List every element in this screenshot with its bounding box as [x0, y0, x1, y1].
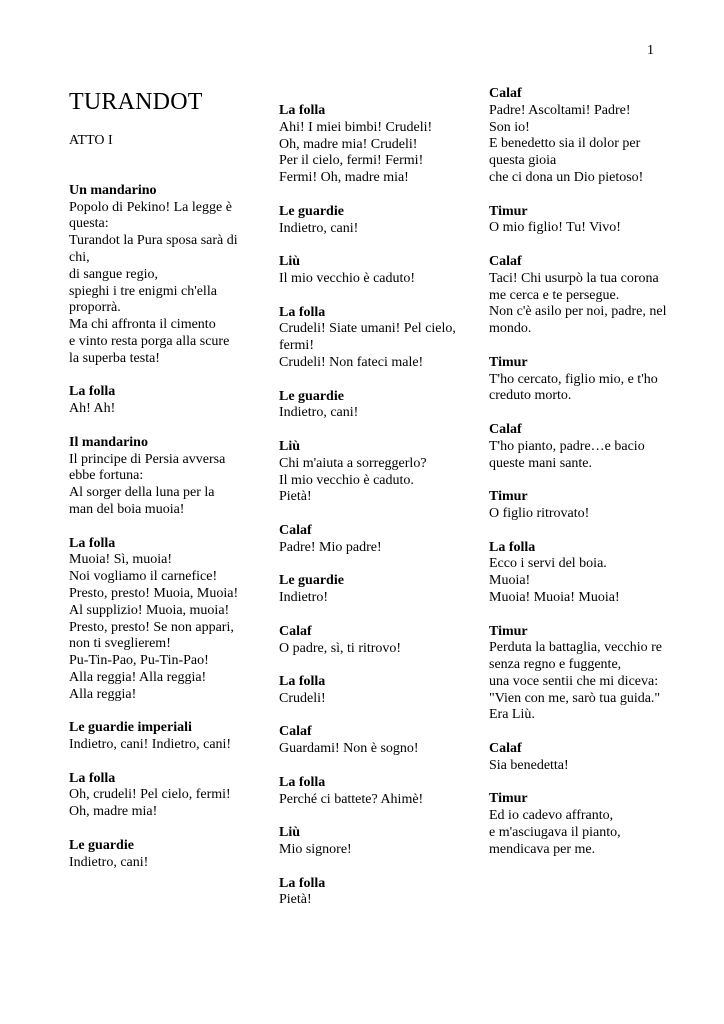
dialogue-line: una voce sentii che mi diceva: [489, 673, 659, 689]
dialogue-line: "Vien con me, sarò tua guida." [489, 690, 661, 706]
speaker-name: Liù [279, 825, 301, 841]
dialogue-line: Muoia! Muoia! Muoia! [489, 589, 620, 605]
column-2-blocks [279, 103, 457, 909]
dialogue-line: Crudeli! Siate umani! Pel cielo, fermi! [279, 321, 456, 354]
dialogue-block [279, 523, 457, 557]
dialogue-block [69, 183, 241, 368]
dialogue-block [69, 838, 241, 872]
speaker-name: La folla [489, 539, 536, 555]
dialogue-line: Turandot la Pura sposa sarà di chi, [69, 233, 238, 265]
speaker-name: La folla [279, 304, 326, 320]
dialogue-line: Fermi! Oh, madre mia! [279, 170, 409, 186]
speaker-name: Calaf [489, 253, 522, 269]
dialogue-block [279, 305, 457, 372]
speaker-name: Liù [279, 254, 301, 270]
dialogue-line: Padre! Mio padre! [279, 539, 382, 555]
dialogue-line: Crudeli! [279, 690, 326, 706]
dialogue-block [489, 355, 667, 405]
dialogue-line: Oh, crudeli! Pel cielo, fermi! [69, 787, 231, 803]
dialogue-line: Sia benedetta! [489, 757, 569, 773]
column-3 [489, 86, 667, 875]
speaker-name: Calaf [279, 724, 312, 740]
dialogue-line: Il mio vecchio è caduto! [279, 270, 416, 286]
dialogue-block [489, 204, 667, 238]
speaker-name: Le guardie [279, 203, 344, 219]
dialogue-line: O mio figlio! Tu! Vivo! [489, 220, 621, 236]
dialogue-line: Taci! Chi usurpò la tua corona [489, 270, 659, 286]
dialogue-block [489, 489, 667, 523]
dialogue-line: E benedetto sia il dolor per questa gioia [489, 136, 641, 169]
dialogue-line: Indietro, cani! [69, 854, 149, 870]
dialogue-line: di sangue regio, [69, 266, 159, 282]
speaker-name: Calaf [489, 421, 522, 437]
speaker-name: Il mandarino [69, 434, 148, 450]
speaker-name: Calaf [489, 741, 522, 757]
dialogue-line: Alla reggia! [69, 686, 137, 702]
column-1 [69, 89, 241, 888]
dialogue-block [279, 724, 457, 758]
dialogue-line: Noi vogliamo il carnefice! [69, 569, 218, 585]
dialogue-line: Indietro! [279, 590, 328, 606]
dialogue-line: Chi m'aiuta a sorreggerlo? [279, 455, 427, 471]
dialogue-line: Indietro, cani! [279, 405, 359, 421]
dialogue-line: Padre! Ascoltami! Padre! [489, 102, 631, 118]
speaker-name: Le guardie [69, 837, 134, 853]
dialogue-block [279, 624, 457, 658]
speaker-name: Le guardie imperiali [69, 720, 192, 736]
dialogue-block [489, 422, 667, 472]
speaker-name: La folla [69, 535, 116, 551]
dialogue-line: mendicava per me. [489, 841, 596, 857]
speaker-name: Un mandarino [69, 182, 157, 198]
dialogue-block [279, 254, 457, 288]
dialogue-line: me cerca e te persegue. [489, 287, 620, 303]
dialogue-block [279, 825, 457, 859]
dialogue-line: Al supplizio! Muoia, muoia! [69, 602, 230, 618]
dialogue-block [69, 536, 241, 704]
dialogue-line: T'ho pianto, padre…e bacio queste mani sante. [489, 438, 645, 471]
dialogue-block [279, 389, 457, 423]
dialogue-line: Oh, madre mia! Crudeli! [279, 136, 418, 152]
speaker-name: Calaf [489, 86, 522, 101]
dialogue-line: Al sorger della luna per la man del boia muoia! [69, 485, 215, 517]
dialogue-line: Alla reggia! Alla reggia! [69, 669, 207, 685]
dialogue-line: Ahi! I miei bimbi! Crudeli! [279, 119, 433, 135]
speaker-name: Timur [489, 791, 528, 807]
dialogue-line: non ti sveglierem! [69, 636, 171, 652]
dialogue-block [279, 439, 457, 506]
speaker-name: Timur [489, 623, 528, 639]
dialogue-line: Presto, presto! Se non appari, [69, 619, 234, 635]
dialogue-line: Il mio vecchio è caduto. [279, 472, 414, 488]
dialogue-line: e m'asciugava il pianto, [489, 825, 621, 841]
column-2 [279, 103, 457, 926]
speaker-name: Le guardie [279, 388, 344, 404]
dialogue-line: Indietro, cani! [279, 220, 359, 236]
dialogue-block [489, 791, 667, 858]
speaker-name: La folla [279, 674, 326, 690]
speaker-name: Timur [489, 354, 528, 370]
dialogue-line: Indietro, cani! Indietro, cani! [69, 737, 232, 753]
speaker-name: Timur [489, 489, 528, 505]
dialogue-block [489, 540, 667, 607]
page-number: 1 [647, 43, 654, 58]
dialogue-line: Crudeli! Non fateci male! [279, 354, 424, 370]
dialogue-line: Il principe di Persia avversa ebbe fortuna: [69, 451, 226, 484]
speaker-name: Calaf [279, 623, 312, 639]
dialogue-line: spieghi i tre enigmi ch'ella proporrà. [69, 283, 217, 316]
dialogue-line: che ci dona un Dio pietoso! [489, 169, 644, 185]
dialogue-line: Son io! [489, 119, 530, 135]
speaker-name: Liù [279, 438, 301, 454]
dialogue-line: Pietà! [279, 489, 312, 505]
dialogue-block [489, 86, 667, 187]
dialogue-block [279, 573, 457, 607]
dialogue-line: Ecco i servi del boia. [489, 556, 607, 572]
speaker-name: La folla [69, 384, 116, 400]
dialogue-line: T'ho cercato, figlio mio, e t'ho creduto morto. [489, 371, 658, 404]
dialogue-block [489, 254, 667, 338]
dialogue-line: senza regno e fuggente, [489, 657, 622, 673]
dialogue-block [69, 384, 241, 418]
dialogue-line: Guardami! Non è sogno! [279, 741, 419, 757]
dialogue-block [279, 204, 457, 238]
dialogue-line: O padre, sì, ti ritrovo! [279, 640, 402, 656]
dialogue-line: Non c'è asilo per noi, padre, nel mondo. [489, 304, 667, 337]
dialogue-line: Era Liù. [489, 707, 535, 723]
dialogue-line: Per il cielo, fermi! Fermi! [279, 153, 424, 169]
dialogue-line: Muoia! Sì, muoia! [69, 552, 173, 568]
dialogue-line: Ma chi affronta il cimento [69, 317, 216, 333]
dialogue-line: O figlio ritrovato! [489, 505, 590, 521]
dialogue-line: Ah! Ah! [69, 401, 116, 417]
dialogue-block [69, 771, 241, 821]
dialogue-block [279, 674, 457, 708]
dialogue-block [69, 435, 241, 519]
dialogue-block [279, 876, 457, 910]
dialogue-line: Pu-Tin-Pao, Pu-Tin-Pao! [69, 653, 209, 669]
dialogue-line: Pietà! [279, 892, 312, 908]
speaker-name: La folla [279, 774, 326, 790]
column-1-blocks [69, 183, 241, 872]
dialogue-line: Muoia! [489, 573, 531, 589]
speaker-name: La folla [279, 875, 326, 891]
dialogue-block [489, 624, 667, 725]
speaker-name: La folla [69, 770, 116, 786]
speaker-name: Timur [489, 203, 528, 219]
dialogue-line: Perduta la battaglia, vecchio re [489, 640, 662, 656]
dialogue-line: Mio signore! [279, 842, 352, 858]
speaker-name: Le guardie [279, 573, 344, 589]
speaker-name: Calaf [279, 522, 312, 538]
dialogue-line: Ed io cadevo affranto, [489, 808, 614, 824]
dialogue-block [489, 741, 667, 775]
dialogue-block [279, 775, 457, 809]
dialogue-line: Popolo di Pekino! La legge è questa: [69, 199, 232, 232]
page-title: TURANDOT [69, 89, 203, 115]
column-3-blocks [489, 86, 667, 859]
act-heading: ATTO I [69, 133, 113, 148]
dialogue-line: Perché ci battete? Ahimè! [279, 791, 424, 807]
dialogue-line: e vinto resta porga alla scure la superba testa! [69, 333, 230, 366]
dialogue-block [279, 103, 457, 187]
speaker-name: La folla [279, 103, 326, 118]
dialogue-line: Presto, presto! Muoia, Muoia! [69, 585, 239, 601]
dialogue-line: Oh, madre mia! [69, 804, 158, 820]
dialogue-block [69, 720, 241, 754]
